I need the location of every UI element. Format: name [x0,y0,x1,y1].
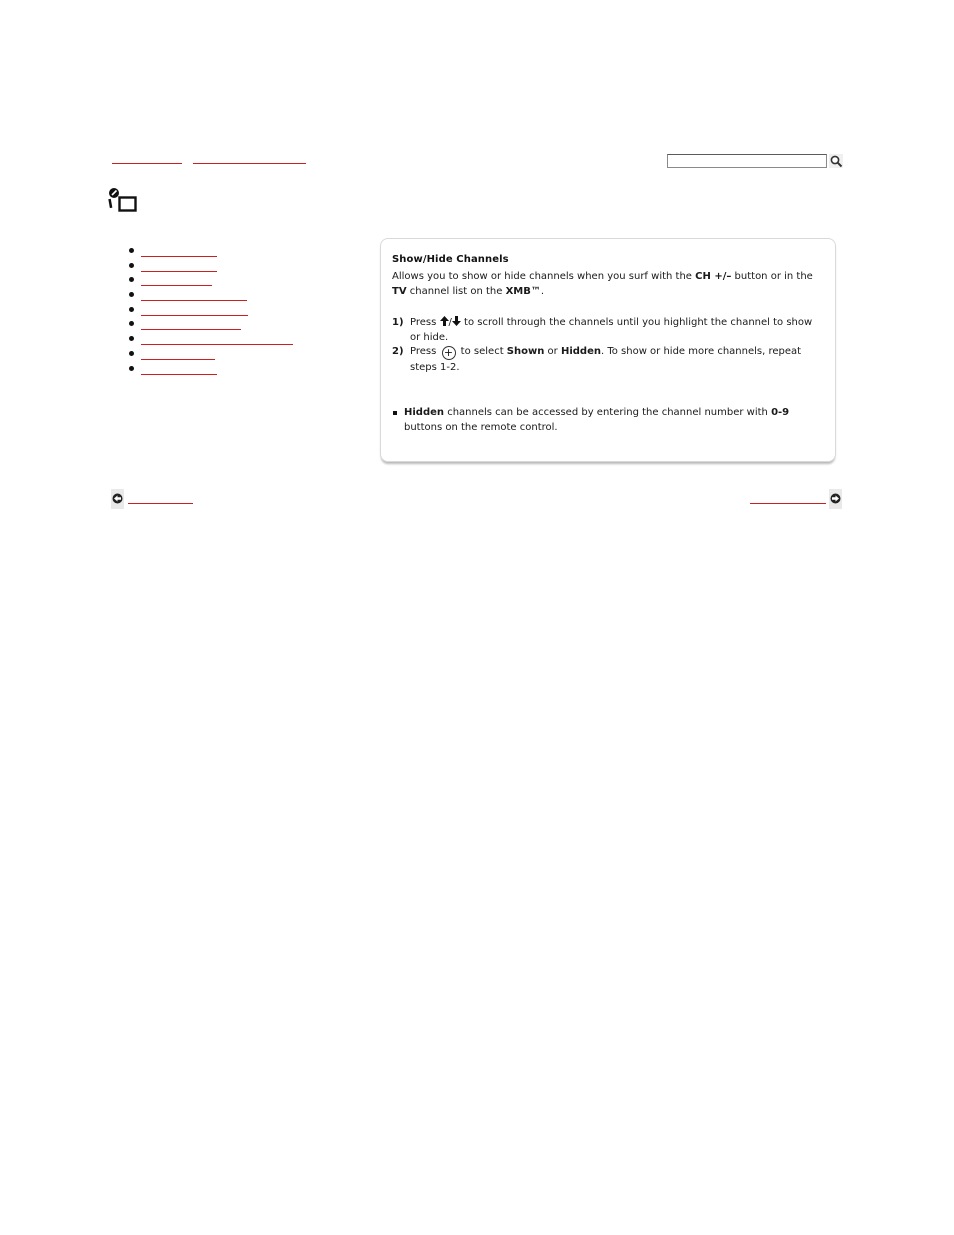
search-button[interactable] [829,153,843,167]
panel-title: Show/Hide Channels [392,254,509,265]
step-number: 2) [392,346,404,357]
settings-wrench-screen-icon [106,186,140,214]
prev-link[interactable] [128,503,193,504]
next-link[interactable] [750,503,826,504]
prev-button[interactable] [111,489,124,509]
step-number: 1) [392,317,404,328]
bullet-square-icon [393,411,397,415]
breadcrumb-link-1[interactable] [112,163,182,164]
breadcrumb-link-2[interactable] [193,163,306,164]
arrow-left-circle-icon [112,493,123,504]
search-input[interactable] [667,154,827,168]
help-panel: Show/Hide Channels Allows you to show or hide channels when you surf with the CH +/– button or in the TV channel list on the XMB™. 1) Press / to scroll through the channels until you highlight the channel to show or hide. 2) Press + to select Shown or Hidden. To show or hide more channels, repeat steps 1-2. Hidden channels can be accessed by entering the channel number with 0-9 buttons on the remote control. [380,238,836,462]
intro-text: Allows you to show or hide channels when you surf with the CH +/– button or in the TV channel list on the XMB™. [392,271,813,297]
next-button[interactable] [829,489,842,509]
arrow-right-circle-icon [830,493,841,504]
arrow-up-icon [440,316,449,326]
settings-logo [106,186,140,214]
enter-button-icon: + [442,346,456,360]
magnifier-icon [829,154,843,168]
arrow-down-icon [452,316,461,326]
